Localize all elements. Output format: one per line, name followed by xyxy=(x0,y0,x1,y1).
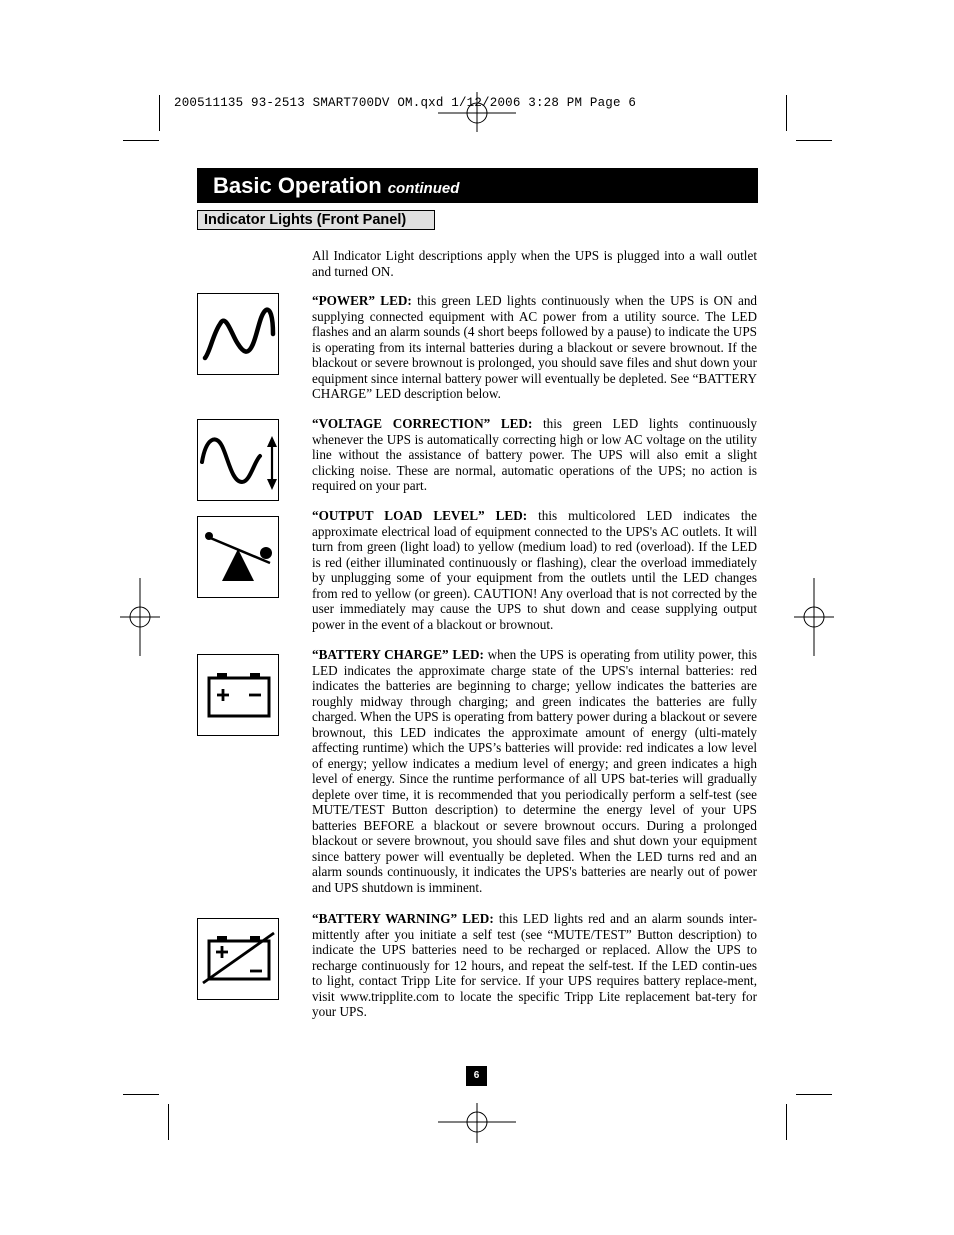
battery-warning-led-description xyxy=(312,911,757,1020)
section-header-bar xyxy=(197,168,758,203)
battery-charge-led-description xyxy=(312,647,757,895)
registration-mark-icon xyxy=(794,578,834,656)
section-title: Indicator Lights (Front Panel) xyxy=(197,210,435,230)
power-led-label: “POWER” LED: xyxy=(312,293,412,308)
file-slug-line: 200511135 93-2513 SMART700DV OM.qxd 1/12/2006 3:28 PM Page 6 xyxy=(174,96,637,110)
battery-charge-led-text: when the UPS is operating from utility power, this LED indicates the approximate charge state of the UPS's internal batteries: red indicates the batteries are beginning to charge; yellow indicates the batteries are roughly midway through charging; and green indicates the batteries are fully charged. When the UPS is operating from battery power during a blackout or severe brownout, this LED indicates the approximate amount of energy (ulti-mately affecting runtime) which the UPS’s batteries will provide: red indicates a low level of energy; yellow indicates a medium level of energy; and green indicates a high level of energy. Since the runtime performance of all UPS bat-teries will gradually deplete over time, it is recommended that you periodically perform a self-test (see MUTE/TEST Button description) to determine the energy level of your UPS batteries BEFORE a blackout or severe brownout occurs. During a prolonged blackout or severe brownout, you should save files and shut down your equipment since battery power will eventually be depleted. When the LED turns red and an alarm sounds continuously, it indicates the UPS's batteries are nearly out of power and UPS shutdown is imminent. xyxy=(312,647,757,895)
battery-icon xyxy=(197,654,279,736)
registration-mark-icon xyxy=(120,578,160,656)
seesaw-load-icon xyxy=(197,516,279,598)
sine-wave-up-down-arrow-icon xyxy=(197,419,279,501)
battery-warning-led-text: this LED lights red and an alarm sounds inter-mittently after you initiate a self test (see “MUTE/TEST” Button description) to indicate the UPS batteries need to be recharged or replaced. Allow the UPS to recharge continuously for 12 hours, and repeat the self-test. If the LED contin-ues to light, contact Tripp Lite for service. If your UPS requires battery replace-ment, visit www.tripplite.com to locate the specific Tripp Lite replacement bat-tery for your UPS. xyxy=(312,911,757,1019)
battery-charge-led-label: “BATTERY CHARGE” LED: xyxy=(312,647,484,662)
output-load-level-led-description xyxy=(312,508,757,632)
voltage-correction-led-description xyxy=(312,416,757,494)
power-led-description xyxy=(312,293,757,402)
registration-mark-icon xyxy=(438,92,516,132)
power-led-text: this green LED lights continuously when the UPS is ON and supplying connected equipment with AC power from a utility source. The LED flashes and an alarm sounds (4 short beeps followed by a pause) to indicate the UPS is operating from its internal batteries during a blackout or severe brownout. If the blackout or severe brownout is prolonged, you should save files and shut down your equipment since internal battery power will eventually be depleted. See “BATTERY CHARGE” LED description below. xyxy=(312,293,758,401)
registration-mark-icon xyxy=(438,1103,516,1143)
page-number: 6 xyxy=(466,1066,487,1086)
battery-warning-led-label: “BATTERY WARNING” LED: xyxy=(312,911,494,926)
header-subtitle: continued xyxy=(387,180,460,197)
voltage-correction-led-label: “VOLTAGE CORRECTION” LED: xyxy=(312,416,533,431)
intro-paragraph: All Indicator Light descriptions apply when the UPS is plugged into a wall outlet and turned ON. xyxy=(312,248,757,279)
output-load-level-led-text: this multicolored LED indicates the approximate electrical load of equipment connected to the UPS's AC outlets. It will turn from green (light load) to yellow (medium load) to red (overload). If the LED is red (either illuminated continuously or flashing), clear the overload immediately by unplugging some of your equipment from the outlets until the LED changes from red to yellow (or green). CAUTION! Any overload that is not corrected by the user immediately may cause the UPS to shut down and cease supplying output power in the event of a blackout or brownout. xyxy=(312,508,758,632)
page-title xyxy=(213,173,459,199)
voltage-correction-led-text: this green LED lights continuously whenever the UPS is automatically correcting high or low AC voltage on the utility line without the assistance of battery power. The UPS will also emit a slight clicking noise. These are normal, automatic operations of the UPS; no action is required on your part. xyxy=(312,416,757,493)
sine-wave-icon xyxy=(197,293,279,375)
header-title-text: Basic Operation xyxy=(213,173,382,198)
output-load-level-led-label: “OUTPUT LOAD LEVEL” LED: xyxy=(312,508,528,523)
battery-warning-icon xyxy=(197,918,279,1000)
